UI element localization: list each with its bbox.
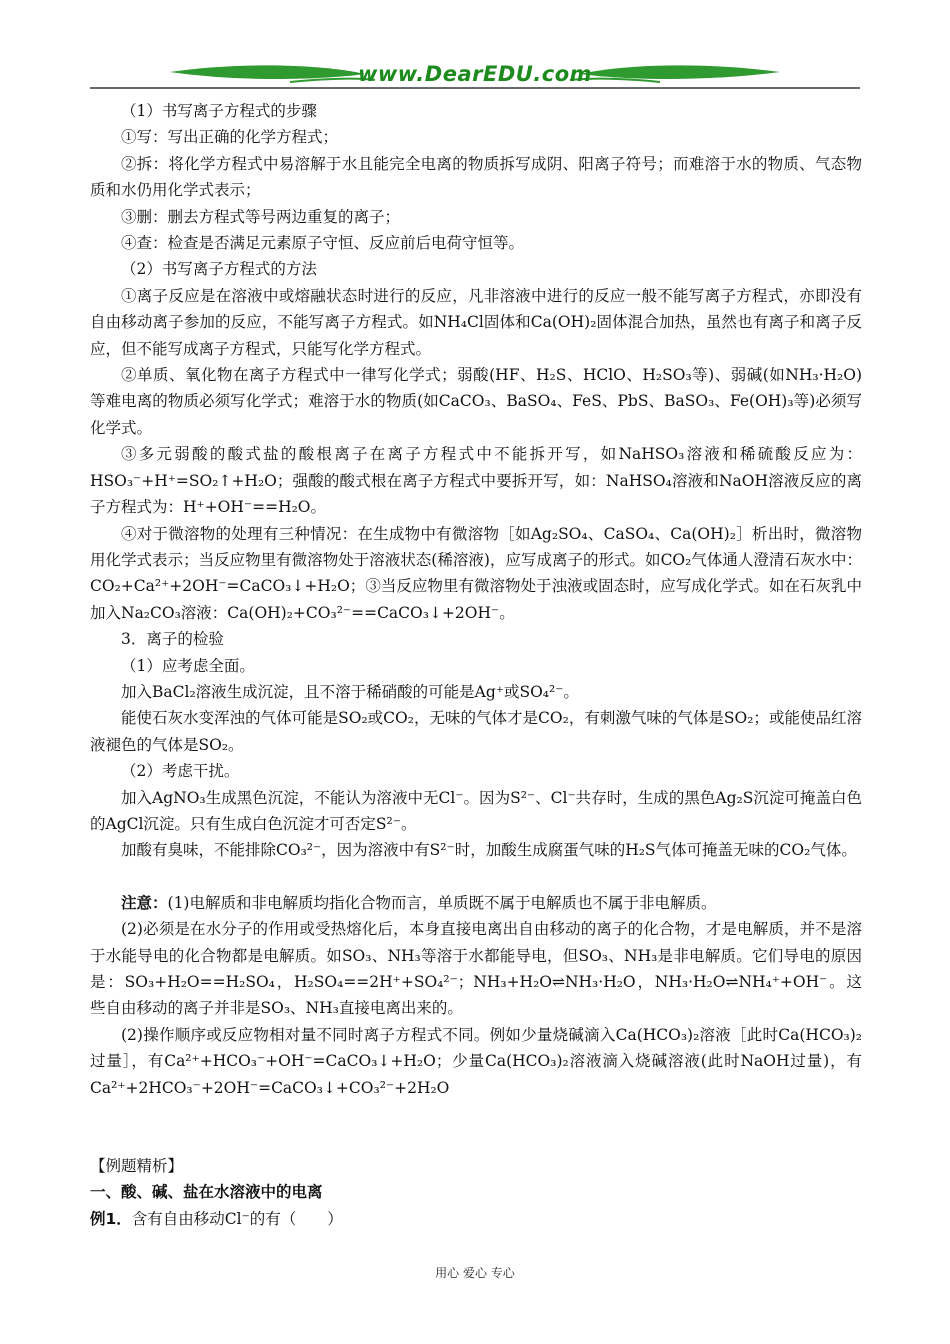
- body-paragraph: ④对于微溶物的处理有三种情况：在生成物中有微溶物［如Ag₂SO₄、CaSO₄、Ca(OH)₂］析出时，微溶物用化学式表示；当反应物里有微溶物处于溶液状态(稀溶液)，应写成离子的形式。如CO₂气体通人澄清石灰水中：CO₂+Ca²⁺+2OH⁻=CaCO₃↓+H₂O；③当反应物里有微溶物处于浊液或固态时，应写成化学式。如在石灰乳中加入Na₂CO₃溶液：Ca(OH)₂+CO₃²⁻==CaCO₃↓+2OH⁻。: [90, 524, 862, 622]
- note-items: [90, 916, 862, 1101]
- page-footer: 用心 爱心 专心: [435, 1266, 515, 1280]
- body-paragraph: （2）书写离子方程式的方法: [121, 260, 317, 279]
- paragraph-list: [90, 98, 862, 864]
- example-question-text: 含有自由移动Cl⁻的有（ ）: [131, 1209, 343, 1228]
- body-paragraph: ②拆：将化学方程式中易溶解于水且能完全电离的物质拆写成阴、阳离子符号；而难溶于水的物质、气态物质和水仍用化学式表示；: [90, 154, 862, 200]
- body-paragraph: ③多元弱酸的酸式盐的酸根离子在离子方程式中不能拆开写，如NaHSO₃溶液和稀硫酸反应为：HSO₃⁻+H⁺=SO₂↑+H₂O；强酸的酸式根在离子方程式中要拆开写，如：NaHSO₄溶液和NaOH溶液反应的离子方程式为：H⁺+OH⁻==H₂O。: [90, 445, 862, 517]
- body-paragraph: ②单质、氧化物在离子方程式中一律写化学式；弱酸(HF、H₂S、HClO、H₂SO₃等)、弱碱(如NH₃·H₂O) 等难电离的物质必须写化学式；难溶于水的物质(如CaCO₃、BaSO₄、FeS、PbS、BaSO₃、Fe(OH)₃等)必须写化学式。: [90, 366, 862, 437]
- document-body: [90, 98, 862, 1232]
- body-paragraph: 3．离子的检验: [121, 630, 224, 649]
- site-logo[interactable]: www.DearEDU.com: [357, 62, 593, 86]
- note-label: 注意：: [121, 893, 168, 912]
- example-section-heading: 【例题精析】: [90, 1157, 184, 1176]
- body-paragraph: 能使石灰水变浑浊的气体可能是SO₂或CO₂，无味的气体才是CO₂，有刺激气味的气体是SO₂；或能使品红溶液褪色的气体是SO₂。: [90, 709, 862, 754]
- body-paragraph: ③删：删去方程式等号两边重复的离子；: [121, 207, 401, 226]
- site-header: [90, 58, 860, 92]
- body-paragraph: 加酸有臭味，不能排除CO₃²⁻，因为溶液中有S²⁻时，加酸生成腐蛋气味的H₂S气体可掩盖无味的CO₂气体。: [121, 841, 857, 860]
- note-item: (2)操作顺序或反应物相对量不同时离子方程式不同。例如少量烧碱滴入Ca(HCO₃)₂溶液［此时Ca(HCO₃)₂过量］，有Ca²⁺+HCO₃⁻+OH⁻=CaCO₃↓+H₂O；少量Ca(HCO₃)₂溶液滴入烧碱溶液(此时NaOH过量)，有Ca²⁺+2HCO₃⁻+2OH⁻=CaCO₃↓+CO₃²⁻+2H₂O: [90, 1025, 862, 1097]
- example-question: [90, 1206, 862, 1232]
- spacer: [90, 864, 862, 890]
- body-paragraph: 加入AgNO₃生成黑色沉淀，不能认为溶液中无Cl⁻。因为S²⁻、Cl⁻共存时，生成的黑色Ag₂S沉淀可掩盖白色的AgCl沉淀。只有生成白色沉淀才可否定S²⁻。: [90, 788, 862, 833]
- note-paragraph: [90, 890, 862, 916]
- body-paragraph: （1）应考虑全面。: [121, 656, 255, 675]
- note-item: (2)必须是在水分子的作用或受热熔化后，本身直接电离出自由移动的离子的化合物，才是电解质，并不是溶于水能导电的化合物都是电解质。如SO₃、NH₃等溶于水都能导电，但SO₃、NH₃是非电解质。它们导电的原因是：SO₃+H₂O==H₂SO₄，H₂SO₄==2H⁺+SO₄²⁻；NH₃+H₂O⇌NH₃·H₂O，NH₃·H₂O⇌NH₄⁺+OH⁻。这些自由移动的离子并非是SO₃、NH₃直接电离出来的。: [90, 920, 862, 1018]
- body-paragraph: ①离子反应是在溶液中或熔融状态时进行的反应，凡非溶液中进行的反应一般不能写离子方程式，亦即没有自由移动离子参加的反应，不能写离子方程式。如NH₄Cl固体和Ca(OH)₂固体混合加热，虽然也有离子和离子反应，但不能写成离子方程式，只能写化学方程式。: [90, 286, 862, 358]
- body-paragraph: ④查：检查是否满足元素原子守恒、反应前后电荷守恒等。: [121, 234, 525, 253]
- body-paragraph: （1）书写离子方程式的步骤: [121, 102, 317, 120]
- body-paragraph: （2）考虑干扰。: [121, 762, 240, 781]
- example-label: 例1．: [90, 1209, 132, 1228]
- body-paragraph: ①写：写出正确的化学方程式；: [121, 128, 339, 147]
- example-section-subheading: 一、酸、碱、盐在水溶液中的电离: [90, 1183, 323, 1202]
- spacer: [90, 1101, 862, 1153]
- body-paragraph: 加入BaCl₂溶液生成沉淀，且不溶于稀硝酸的可能是Ag⁺或SO₄²⁻。: [121, 682, 579, 701]
- note-first-text: (1)电解质和非电解质均指化合物而言，单质既不属于电解质也不属于非电解质。: [167, 893, 717, 912]
